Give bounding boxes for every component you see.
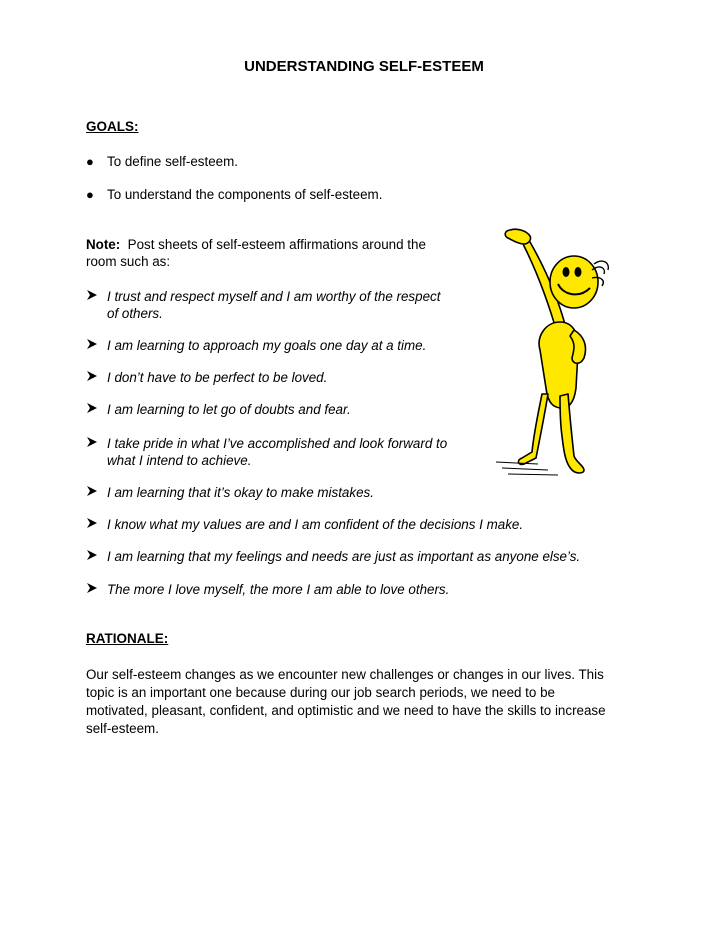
arrowhead-bullet-icon xyxy=(86,484,98,498)
bullet-dot-icon: ● xyxy=(86,154,94,169)
affirmation-text-line1: The more I love myself, the more I am able to love others. xyxy=(107,582,450,597)
arrowhead-bullet-icon xyxy=(86,337,98,351)
affirmation-text-line1: I take pride in what I’ve accomplished and look forward to xyxy=(107,436,448,451)
affirmation-text-line1: I am learning that it’s okay to make mistakes. xyxy=(107,485,374,500)
rationale-paragraph xyxy=(86,666,646,738)
note-label: Note: xyxy=(86,237,121,252)
goal-text: To define self-esteem. xyxy=(107,154,238,169)
note-paragraph xyxy=(86,236,466,270)
rationale-line: self-esteem. xyxy=(86,721,159,736)
rationale-line: topic is an important one because during our job search periods, we need to be xyxy=(86,685,555,700)
affirmation-text-line1: I trust and respect myself and I am worthy of the respect xyxy=(107,289,441,304)
affirmation-text-line2: what I intend to achieve. xyxy=(107,453,252,468)
waving-yellow-figure-illustration xyxy=(488,218,638,478)
affirmation-text-line1: I know what my values are and I am confident of the decisions I make. xyxy=(107,517,524,532)
rationale-line: motivated, pleasant, confident, and optimistic and we need to have the skills to increase xyxy=(86,703,606,718)
rationale-line: Our self-esteem changes as we encounter new challenges or changes in our lives. This xyxy=(86,667,604,682)
page-title: UNDERSTANDING SELF-ESTEEM xyxy=(244,58,484,75)
affirmation-text-line1: I am learning that my feelings and needs are just as important as anyone else’s. xyxy=(107,549,581,564)
affirmation-text-line1: I am learning to let go of doubts and fear. xyxy=(107,402,351,417)
goal-text: To understand the components of self-esteem. xyxy=(107,187,383,202)
arrowhead-bullet-icon xyxy=(86,581,98,595)
arrowhead-bullet-icon xyxy=(86,369,98,383)
bullet-dot-icon: ● xyxy=(86,187,94,202)
note-text-line1: Post sheets of self-esteem affirmations around the xyxy=(127,237,426,252)
note-text-line2: room such as: xyxy=(86,254,171,269)
arrowhead-bullet-icon xyxy=(86,548,98,562)
affirmation-text-line1: I am learning to approach my goals one day at a time. xyxy=(107,338,427,353)
arrowhead-bullet-icon xyxy=(86,435,98,449)
arrowhead-bullet-icon xyxy=(86,288,98,302)
rationale-heading: RATIONALE: xyxy=(86,631,169,646)
affirmation-text-line1: I don’t have to be perfect to be loved. xyxy=(107,370,328,385)
goals-heading: GOALS: xyxy=(86,119,139,134)
arrowhead-bullet-icon xyxy=(86,516,98,530)
affirmation-text-line2: of others. xyxy=(107,306,163,321)
arrowhead-bullet-icon xyxy=(86,401,98,415)
